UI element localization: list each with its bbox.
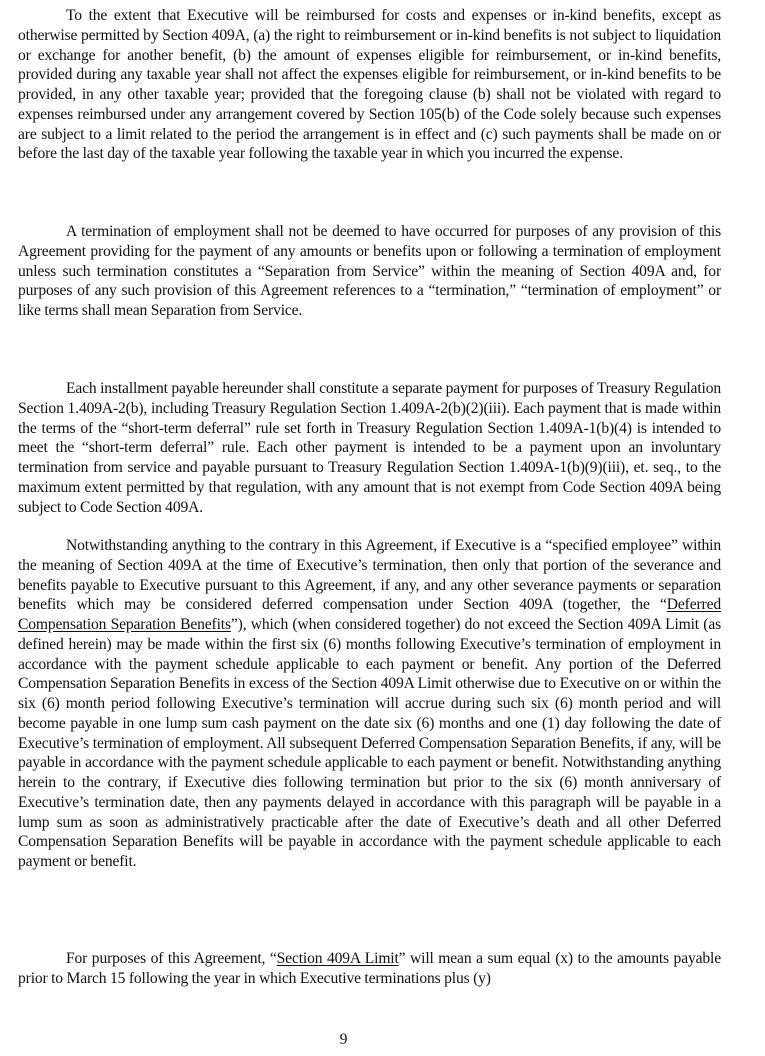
paragraph-text-after: ” will mean a sum equal (x) to the amounts payable prior to March 15 following the year in which Executive terminations plus (y) (18, 950, 721, 987)
paragraph-installment-payments (18, 379, 721, 517)
paragraph-text: To the extent that Executive will be reimbursed for costs and expenses or in-kind benefits, except as otherwise permitted by Section 409A, (a) the right to reimbursement or in-kind benefits is not subject to liquidation or exchange for another benefit, (b) the amount of expenses eligible for reimbursement, or in-kind benefits, provided during any taxable year shall not affect the expenses eligible for reimbursement, or in-kind benefits to be provided, in any other taxable year; provided that the foregoing clause (b) shall not be violated with regard to expenses reimbursed under any arrangement covered by Section 105(b) of the Code solely because such expenses are subject to a limit related to the period the arrangement is in effect and (c) such payments shall be made on or before the last day of the taxable year following the taxable year in which you incurred the expense. (18, 7, 721, 163)
paragraph-specified-employee (18, 536, 721, 872)
paragraph-section-409a-limit (18, 949, 721, 989)
paragraph-text-before: Notwithstanding anything to the contrary in this Agreement, if Executive is a “specified employee” within the meaning of Section 409A at the time of Executive’s termination, then only that portion of the severance and benefits payable to Executive pursuant to this Agreement, if any, and any other severance payments or separation benefits which may be considered deferred compensation under Section 409A (together, the “ (18, 537, 721, 614)
paragraph-text: A termination of employment shall not be deemed to have occurred for purposes of any provision of this Agreement providing for the payment of any amounts or benefits upon or following a termination of employment unless such termination constitutes a “Separation from Service” within the meaning of Section 409A and, for purposes of any such provision of this Agreement references to a “termination,” “termination of employment” or like terms shall mean Separation from Service. (18, 223, 721, 319)
paragraph-reimbursement (18, 6, 721, 164)
paragraph-text: Each installment payable hereunder shall constitute a separate payment for purposes of Treasury Regulation Section 1.409A-2(b), including Treasury Regulation Section 1.409A-2(b)(2)(iii). Each payment that is made within the terms of the “short-term deferral” rule set forth in Treasury Regulation Section 1.409A-1(b)(4) is intended to meet the “short-term deferral” rule. Each other payment is intended to be a payment upon an involuntary termination from service and payable pursuant to Treasury Regulation Section 1.409A-1(b)(9)(iii), et. seq., to the maximum extent permitted by that regulation, with any amount that is not exempt from Code Section 409A being subject to Code Section 409A. (18, 380, 721, 516)
paragraph-text-before: For purposes of this Agreement, “ (66, 950, 277, 967)
paragraph-text-after: ”), which (when considered together) do not exceed the Section 409A Limit (as defined herein) may be made within the first six (6) months following Executive’s termination of employment in accordance with the payment schedule applicable to each payment or benefit. Any portion of the Deferred Compensation Separation Benefits in excess of the Section 409A Limit otherwise due to Executive on or within the six (6) month period following Executive’s termination will accrue during such six (6) month period and will become payable in one lump sum cash payment on the date six (6) months and one (1) day following the date of Executive’s termination of employment. All subsequent Deferred Compensation Separation Benefits, if any, will be payable in accordance with the payment schedule applicable to each payment or benefit. Notwithstanding anything herein to the contrary, if Executive dies following termination but prior to the six (6) month anniversary of Executive’s termination date, then any payments delayed in accordance with this paragraph will be payable in a lump sum as soon as administratively practicable after the date of Executive’s death and all other Deferred Compensation Separation Benefits will be payable in accordance with the payment schedule applicable to each payment or benefit. (18, 616, 722, 870)
paragraph-termination-definition (18, 222, 721, 321)
defined-term-deferred-compensation: Deferred Compensation Separation Benefits (18, 596, 721, 633)
page-number: 9 (339, 1031, 348, 1048)
defined-term-section-409a-limit: Section 409A Limit (276, 950, 399, 967)
